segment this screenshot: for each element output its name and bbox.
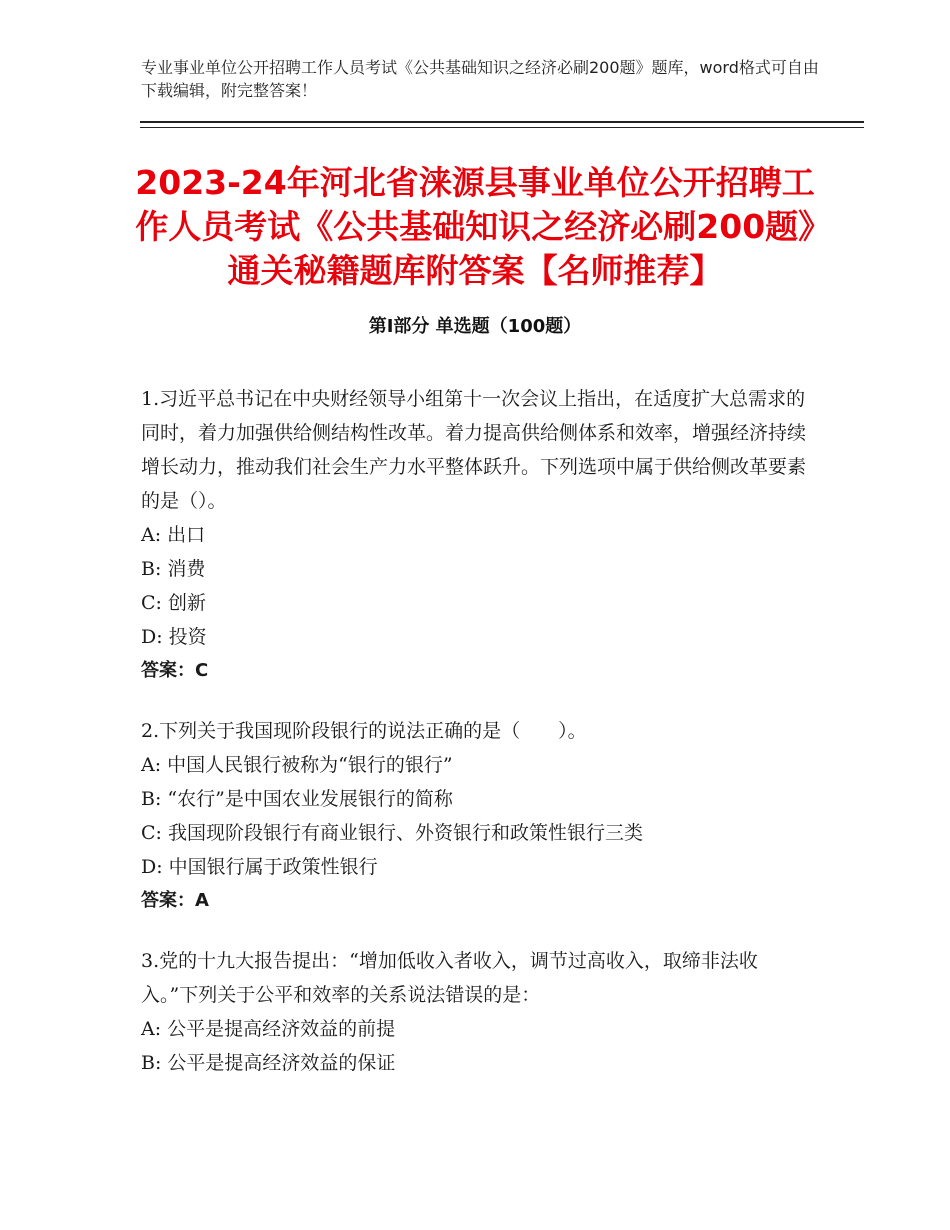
header-rule-thick [140,121,864,123]
option-d: D: 投资 [141,626,207,648]
header-note: 专业事业单位公开招聘工作人员考试《公共基础知识之经济必刷200题》题库，word格式可自由下载编辑，附完整答案！ [141,58,819,100]
answer: 答案：C [141,660,209,681]
question-1 [141,382,811,688]
option-a: A: 出口 [141,524,206,546]
option-d: D: 中国银行属于政策性银行 [141,856,378,878]
option-c: C: 创新 [141,592,206,614]
section-title: 第Ⅰ部分 单选题（100题） [368,316,582,337]
document-title: 2023-24年河北省涞源县事业单位公开招聘工作人员考试《公共基础知识之经济必刷200题》通关秘籍题库附答案【名师推荐】 [135,163,815,290]
option-a: A: 中国人民银行被称为“银行的银行” [141,754,453,776]
question-3 [141,944,811,1080]
option-b: B: 消费 [141,558,206,580]
answer: 答案：A [141,890,209,911]
option-c: C: 我国现阶段银行有商业银行、外资银行和政策性银行三类 [141,822,643,844]
question-stem: 3.党的十九大报告提出：“增加低收入者收入，调节过高收入，取缔非法收入。”下列关于公平和效率的关系说法错误的是： [141,950,758,1006]
question-stem: 2.下列关于我国现阶段银行的说法正确的是（ ）。 [141,720,587,742]
question-list [141,382,811,1106]
header-rule-thin [140,127,864,128]
option-b: B: “农行”是中国农业发展银行的简称 [141,788,453,810]
option-b: B: 公平是提高经济效益的保证 [141,1052,396,1074]
option-a: A: 公平是提高经济效益的前提 [141,1018,396,1040]
question-stem: 1.习近平总书记在中央财经领导小组第十一次会议上指出，在适度扩大总需求的同时，着力加强供给侧结构性改革。着力提高供给侧体系和效率，增强经济持续增长动力，推动我们社会生产力水平整体跃升。下列选项中属于供给侧改革要素的是（）。 [141,388,807,512]
question-2 [141,714,811,918]
